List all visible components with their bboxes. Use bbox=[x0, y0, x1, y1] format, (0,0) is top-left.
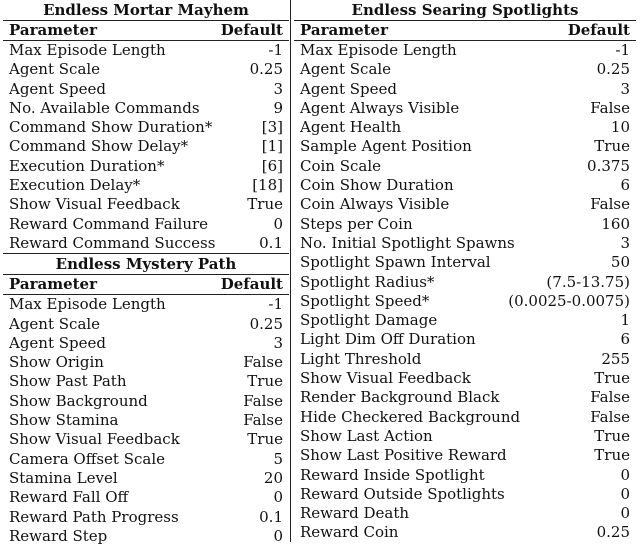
parameter-name: Reward Death bbox=[300, 504, 410, 523]
parameter-default: [1] bbox=[261, 137, 283, 156]
table-row bbox=[3, 372, 289, 391]
parameter-default: True bbox=[247, 430, 283, 449]
table-row bbox=[294, 157, 636, 176]
table-row bbox=[294, 176, 636, 195]
table-row bbox=[294, 446, 636, 465]
parameter-name: Show Last Action bbox=[300, 426, 433, 445]
table-row bbox=[294, 80, 636, 99]
parameter-default: False bbox=[590, 388, 630, 407]
parameter-default: False bbox=[590, 407, 630, 426]
mystery-title: Endless Mystery Path bbox=[55, 255, 237, 274]
table-row bbox=[294, 273, 636, 292]
table-row bbox=[294, 215, 636, 234]
parameter-name: Spotlight Damage bbox=[300, 311, 438, 330]
parameter-default: (7.5-13.75) bbox=[546, 272, 630, 291]
parameter-default: False bbox=[243, 353, 283, 372]
table-row bbox=[3, 488, 289, 507]
parameter-default: 0.1 bbox=[259, 507, 283, 526]
parameter-name: Reward Command Failure bbox=[9, 214, 209, 233]
table-row bbox=[3, 118, 289, 137]
table-row bbox=[3, 295, 289, 314]
table-row bbox=[294, 466, 636, 485]
mortar-header bbox=[3, 20, 289, 41]
table-row bbox=[3, 137, 289, 156]
table-row bbox=[294, 118, 636, 137]
table-row bbox=[294, 41, 636, 60]
table-row bbox=[3, 508, 289, 527]
spotlights-header-default: Default bbox=[567, 21, 630, 39]
parameter-default: False bbox=[243, 411, 283, 430]
table-row bbox=[294, 388, 636, 407]
parameter-name: Max Episode Length bbox=[9, 295, 166, 314]
parameter-name: Agent Health bbox=[300, 118, 402, 137]
mortar-title: Endless Mortar Mayhem bbox=[43, 1, 249, 19]
table-row bbox=[294, 330, 636, 349]
parameter-default: 0 bbox=[620, 465, 630, 484]
parameter-name: Show Visual Feedback bbox=[300, 369, 471, 388]
mortar-header-parameter: Parameter bbox=[9, 21, 98, 39]
parameter-default: 6 bbox=[620, 176, 630, 195]
parameter-default: 0 bbox=[273, 214, 283, 233]
parameter-default: 0.25 bbox=[249, 60, 283, 79]
parameter-default: 0.25 bbox=[596, 523, 630, 542]
table-row bbox=[294, 137, 636, 156]
parameter-default: [6] bbox=[261, 156, 283, 175]
table-row bbox=[3, 176, 289, 195]
table-row bbox=[294, 311, 636, 330]
parameter-name: Command Show Delay* bbox=[9, 137, 189, 156]
parameter-name: Reward Command Success bbox=[9, 233, 216, 252]
parameter-name: Light Threshold bbox=[300, 349, 422, 368]
parameter-name: Show Visual Feedback bbox=[9, 195, 180, 214]
parameter-name: Execution Delay* bbox=[9, 176, 141, 195]
parameter-name: Reward Path Progress bbox=[9, 507, 179, 526]
parameter-default: 0 bbox=[620, 484, 630, 503]
parameter-name: Sample Agent Position bbox=[300, 137, 472, 156]
parameter-name: Show Origin bbox=[9, 353, 104, 372]
table-row bbox=[3, 469, 289, 488]
spotlights-header-parameter: Parameter bbox=[300, 21, 389, 39]
table-row bbox=[294, 234, 636, 253]
table-row bbox=[294, 195, 636, 214]
parameter-name: Show Stamina bbox=[9, 411, 119, 430]
parameter-name: Agent Speed bbox=[9, 79, 107, 98]
parameter-name: Agent Scale bbox=[300, 60, 392, 79]
parameter-default: [3] bbox=[261, 118, 283, 137]
parameter-name: Coin Scale bbox=[300, 156, 382, 175]
table-row bbox=[294, 504, 636, 523]
left-column bbox=[3, 0, 289, 546]
table-row bbox=[3, 392, 289, 411]
parameter-default: 3 bbox=[273, 79, 283, 98]
parameter-name: Agent Scale bbox=[9, 60, 101, 79]
table-row bbox=[3, 80, 289, 99]
parameter-default: 0.375 bbox=[587, 156, 630, 175]
parameter-name: Show Visual Feedback bbox=[9, 430, 180, 449]
table-row bbox=[3, 430, 289, 449]
mystery-header-default: Default bbox=[220, 275, 283, 294]
parameter-name: Max Episode Length bbox=[300, 41, 457, 59]
table-row bbox=[294, 427, 636, 446]
parameter-default: 0 bbox=[273, 526, 283, 545]
parameter-name: Spotlight Spawn Interval bbox=[300, 253, 491, 272]
parameter-name: Reward Fall Off bbox=[9, 488, 129, 507]
parameter-name: Reward Outside Spotlights bbox=[300, 484, 505, 503]
parameter-default: 3 bbox=[620, 233, 630, 252]
parameter-name: Reward Coin bbox=[300, 523, 399, 542]
parameter-default: True bbox=[594, 426, 630, 445]
parameter-default: False bbox=[590, 98, 630, 117]
mortar-table bbox=[3, 0, 289, 253]
parameter-default: False bbox=[590, 195, 630, 214]
spotlights-table bbox=[294, 0, 636, 543]
table-row bbox=[3, 315, 289, 334]
parameter-name: Spotlight Speed* bbox=[300, 291, 430, 310]
parameter-name: Light Dim Off Duration bbox=[300, 330, 476, 349]
spotlights-rows bbox=[294, 41, 636, 543]
table-row bbox=[294, 253, 636, 272]
spotlights-header bbox=[294, 20, 636, 41]
parameter-default: 255 bbox=[601, 349, 630, 368]
parameter-name: Execution Duration* bbox=[9, 156, 165, 175]
table-row bbox=[3, 195, 289, 214]
parameter-name: Render Background Black bbox=[300, 388, 500, 407]
parameter-name: Camera Offset Scale bbox=[9, 449, 166, 468]
spotlights-title: Endless Searing Spotlights bbox=[351, 1, 579, 19]
parameter-name: Show Background bbox=[9, 391, 148, 410]
parameter-default: True bbox=[247, 195, 283, 214]
parameter-default: True bbox=[594, 446, 630, 465]
parameter-default: 20 bbox=[263, 468, 283, 487]
parameter-default: (0.0025-0.0075) bbox=[508, 291, 630, 310]
table-row bbox=[3, 234, 289, 253]
table-row bbox=[3, 215, 289, 234]
parameter-default: 0 bbox=[273, 488, 283, 507]
parameter-name: Agent Always Visible bbox=[300, 98, 460, 117]
parameter-default: True bbox=[594, 369, 630, 388]
parameter-default: -1 bbox=[615, 41, 630, 59]
table-row bbox=[3, 450, 289, 469]
table-row bbox=[3, 411, 289, 430]
parameter-name: Command Show Duration* bbox=[9, 118, 213, 137]
parameter-default: 0 bbox=[620, 504, 630, 523]
parameter-name: Coin Always Visible bbox=[300, 195, 450, 214]
parameter-name: Coin Show Duration bbox=[300, 176, 454, 195]
parameter-name: Reward Inside Spotlight bbox=[300, 465, 485, 484]
table-row bbox=[294, 60, 636, 79]
parameter-default: 1 bbox=[620, 311, 630, 330]
mystery-table bbox=[3, 253, 289, 546]
table-row bbox=[3, 334, 289, 353]
parameter-name: Show Last Positive Reward bbox=[300, 446, 507, 465]
table-row bbox=[294, 408, 636, 427]
mystery-rows bbox=[3, 295, 289, 546]
parameter-default: 10 bbox=[610, 118, 630, 137]
parameter-default: 6 bbox=[620, 330, 630, 349]
table-row bbox=[294, 99, 636, 118]
table-row bbox=[3, 527, 289, 546]
parameter-default: 50 bbox=[610, 253, 630, 272]
mystery-header bbox=[3, 274, 289, 295]
table-row bbox=[294, 369, 636, 388]
parameter-default: 0.1 bbox=[259, 233, 283, 252]
parameter-name: Show Past Path bbox=[9, 372, 127, 391]
table-row bbox=[3, 60, 289, 79]
parameter-default: True bbox=[247, 372, 283, 391]
parameter-name: Agent Speed bbox=[9, 333, 107, 352]
parameter-name: Agent Speed bbox=[300, 79, 398, 98]
parameter-default: [18] bbox=[252, 176, 283, 195]
parameter-name: Steps per Coin bbox=[300, 214, 413, 233]
table-row bbox=[3, 353, 289, 372]
parameter-default: False bbox=[243, 391, 283, 410]
parameter-default: 0.25 bbox=[596, 60, 630, 79]
table-row bbox=[294, 292, 636, 311]
right-column bbox=[294, 0, 636, 543]
parameter-default: 160 bbox=[601, 214, 630, 233]
parameter-name: No. Available Commands bbox=[9, 98, 200, 117]
parameter-default: -1 bbox=[268, 41, 283, 59]
table-row bbox=[294, 350, 636, 369]
parameter-default: 9 bbox=[273, 98, 283, 117]
parameter-name: Spotlight Radius* bbox=[300, 272, 435, 291]
parameter-default: 0.25 bbox=[249, 314, 283, 333]
column-divider bbox=[290, 0, 291, 542]
parameter-name: Stamina Level bbox=[9, 468, 118, 487]
parameter-default: 3 bbox=[273, 333, 283, 352]
parameter-default: True bbox=[594, 137, 630, 156]
parameter-name: Reward Step bbox=[9, 526, 108, 545]
table-row bbox=[294, 523, 636, 542]
parameter-name: Max Episode Length bbox=[9, 41, 166, 59]
table-row bbox=[3, 41, 289, 60]
parameter-name: Hide Checkered Background bbox=[300, 407, 521, 426]
mortar-rows bbox=[3, 41, 289, 253]
parameter-default: 5 bbox=[273, 449, 283, 468]
table-row bbox=[3, 99, 289, 118]
parameter-default: -1 bbox=[268, 295, 283, 314]
mortar-header-default: Default bbox=[220, 21, 283, 39]
parameter-default: 3 bbox=[620, 79, 630, 98]
parameter-name: Agent Scale bbox=[9, 314, 101, 333]
table-row bbox=[3, 157, 289, 176]
mystery-header-parameter: Parameter bbox=[9, 275, 98, 294]
parameter-name: No. Initial Spotlight Spawns bbox=[300, 233, 515, 252]
table-row bbox=[294, 485, 636, 504]
